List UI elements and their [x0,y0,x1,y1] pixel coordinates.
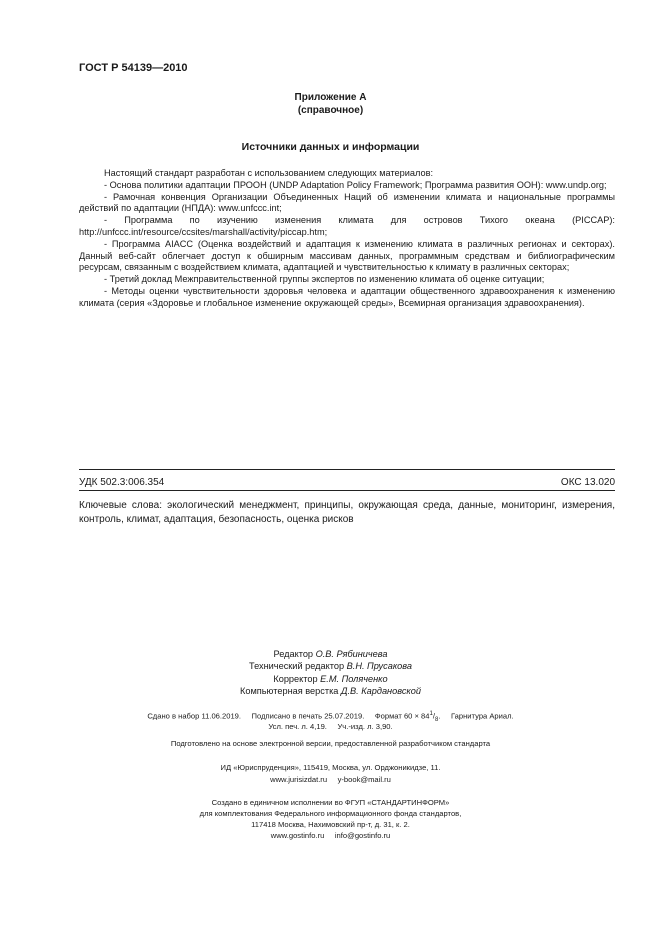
staff-role: Технический редактор [249,661,345,672]
staff-line [0,648,661,660]
divider-top [79,469,615,470]
appendix-title: Приложение А [294,92,367,103]
staff-line [0,660,661,672]
divider-bottom [79,490,615,491]
paragraph: - Программа AIACC (Оценка воздействий и адаптация к изменению климата в различных регионах и секторах). Данный веб-сайт облегчает доступ к обширным массивам данных, программным средствам и библиографическим ресурсам, связанным с воздействием климата, адаптацией и чувствительностью к климату в различных секторах; [79,238,615,273]
paragraph: - Методы оценки чувствительности здоровья человека и адаптации общественного здравоохранения к изменению климата (серия «Здоровье и глобальное изменение окружающей среды», Всемирная организация здравоохранения). [79,285,615,308]
prepared-note: Подготовлено на основе электронной версии, предоставленной разработчиком стандарта [170,739,491,748]
created-line-4: www.gostinfo.ru info@gostinfo.ru [270,831,391,840]
paragraph: Настоящий стандарт разработан с использованием следующих материалов: [104,168,434,178]
staff-name: В.Н. Прусакова [346,661,412,672]
standard-code: ГОСТ Р 54139—2010 [79,62,188,74]
paragraph: - Основа политики адаптации ПРООН (UNDP Adaptation Policy Framework; Программа развития ООН): www.undp.org; [104,179,607,190]
publication-sheets: Усл. печ. л. 4,19. Уч.-изд. л. 3,90. [268,722,393,731]
staff-name: Е.М. Поляченко [320,673,388,684]
created-line-3: 117418 Москва, Нахимовский пр-т, д. 31, к. 2. [251,820,410,829]
oks-code: ОКС 13.020 [560,477,615,488]
staff-role: Корректор [273,673,318,684]
publisher-contacts: www.jurisizdat.ru y-book@mail.ru [270,775,391,784]
publication-dates: Сдано в набор 11.06.2019. Подписано в печать 25.07.2019. Формат $60 \times 84^1/_8$. Гарнитура Ариал. [147,711,514,724]
appendix-subtitle: (справочное) [297,105,364,116]
created-line-1: Создано в единичном исполнении во ФГУП «СТАНДАРТИНФОРМ» [211,798,450,807]
paragraph: - Третий доклад Межправительственной группы экспертов по изменению климата об оценке ситуации; [104,274,545,285]
staff-line [0,685,661,697]
created-line-2: для комплектования Федерального информационного фонда стандартов, [199,809,462,818]
keywords: Ключевые слова: экологический менеджмент, принципы, окружающая среда, данные, мониторинг, измерения, контроль, климат, адаптация, безопасность, оценка рисков [79,500,615,525]
staff-role: Редактор [273,649,314,659]
staff-credits [0,648,661,698]
publisher-address: ИД «Юриспруденция», 115419, Москва, ул. Орджоникидзе, 11. [220,763,441,772]
staff-role: Компьютерная верстка [240,686,339,697]
section-title: Источники данных и информации [241,141,420,153]
staff-name: Д.В. Кардановской [340,686,421,697]
paragraph: - Рамочная конвенция Организации Объединенных Наций об изменении климата и национальные программы действий по адаптации (НПДА): www.unfccc.int; [79,191,615,214]
staff-line [0,673,661,685]
paragraph: - Программа по изучению изменения климата для островов Тихого океана (PICCAP): http://unfccc.int/resource/ccsites/marshall/activity/piccap.htm; [79,215,615,237]
sources-text [79,168,615,310]
udk-code: УДК 502.3:006.354 [79,477,165,488]
staff-name: О.В. Рябиничева [315,649,388,659]
